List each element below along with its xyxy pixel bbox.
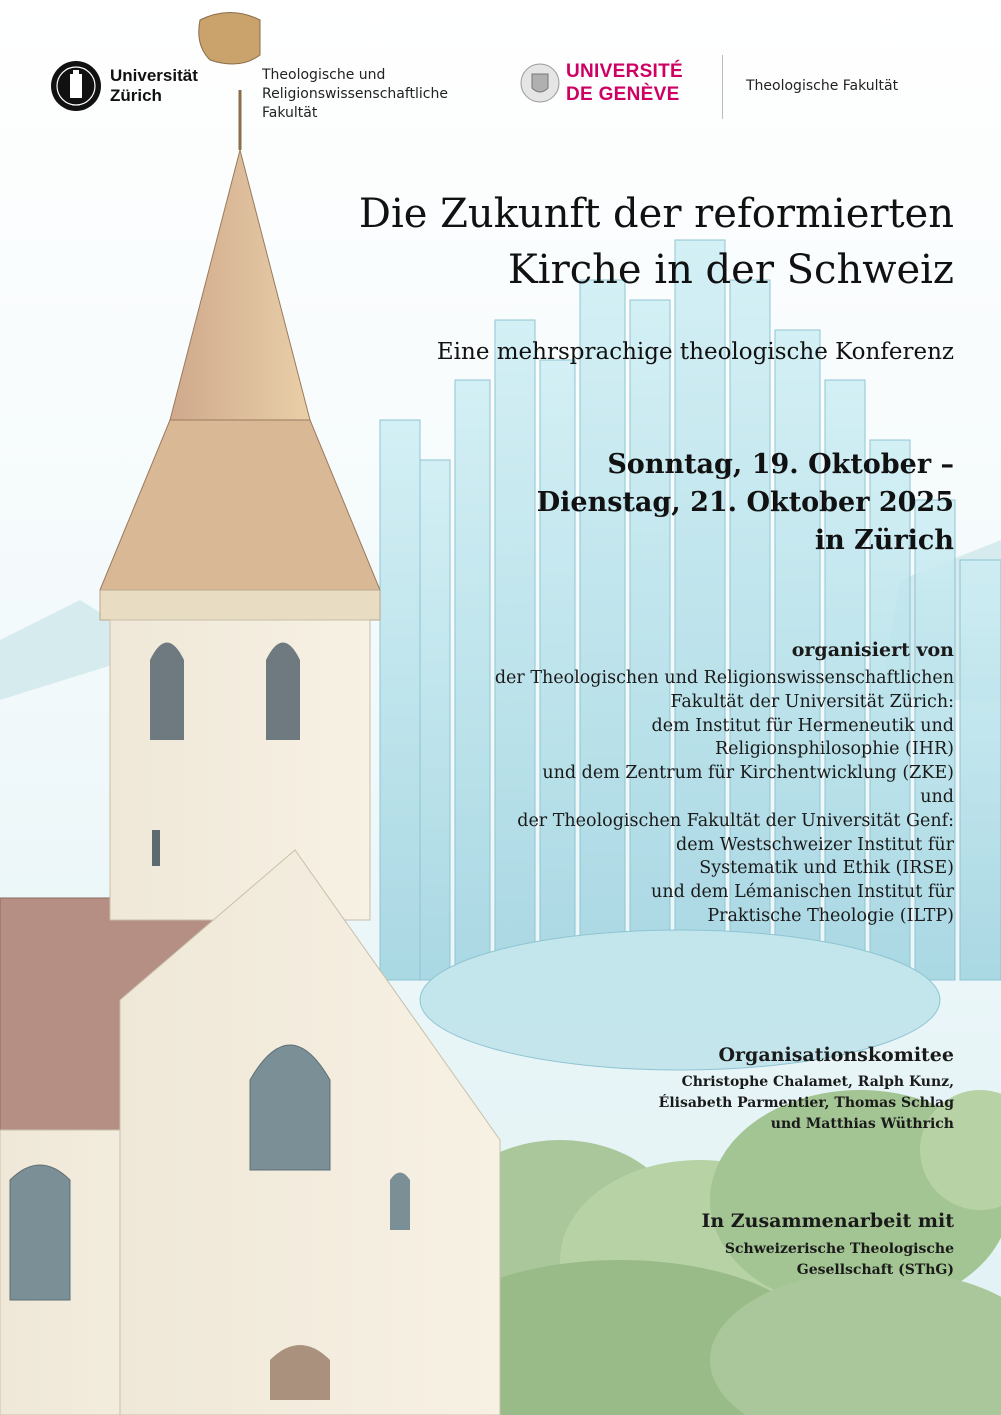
committee-line: Christophe Chalamet, Ralph Kunz,	[681, 1074, 954, 1090]
geneva-faculty-name: Theologische Fakultät	[746, 78, 899, 94]
collaboration-partner	[725, 1239, 954, 1281]
date-line: in Zürich	[814, 525, 954, 556]
organizer-line: dem Westschweizer Institut für	[676, 834, 954, 855]
conference-title	[359, 186, 954, 298]
organizer-line: und dem Lémanischen Institut für	[651, 882, 954, 903]
conference-dates	[537, 446, 954, 560]
logo-divider	[722, 55, 723, 119]
uzh-faculty-name: Theologische und Religionswissenschaftliche Fakultät	[262, 67, 448, 121]
logo-header	[0, 0, 1001, 140]
date-line: Sonntag, 19. Oktober –	[607, 449, 954, 480]
committee-line: und Matthias Wüthrich	[770, 1116, 954, 1132]
title-line: Die Zukunft der reformierten	[358, 191, 954, 237]
title-line: Kirche in der Schweiz	[507, 247, 954, 293]
committee-members	[659, 1072, 954, 1135]
collaboration-heading: In Zusammenarbeit mit	[701, 1210, 954, 1232]
committee-line: Élisabeth Parmentier, Thomas Schlag	[658, 1095, 954, 1111]
date-line: Dienstag, 21. Oktober 2025	[536, 487, 954, 518]
conference-subtitle: Eine mehrsprachige theologische Konferenz	[436, 339, 954, 365]
uzh-seal-icon	[50, 60, 102, 112]
organizer-line: Fakultät der Universität Zürich:	[670, 691, 954, 712]
uzh-name: Universität Zürich	[110, 66, 198, 105]
organizer-line: Systematik und Ethik (IRSE)	[699, 858, 954, 879]
organizer-line: der Theologischen und Religionswissenschaftlichen	[494, 668, 954, 688]
organizer-line: und dem Zentrum für Kirchentwicklung (ZKE)	[542, 763, 954, 784]
collaboration-line: Schweizerische Theologische	[724, 1241, 954, 1257]
geneva-name: UNIVERSITÉ DE GENÈVE	[566, 61, 684, 105]
organizer-line: Religionsphilosophie (IHR)	[714, 739, 954, 760]
committee-heading: Organisationskomitee	[718, 1044, 954, 1066]
geneva-seal-icon	[520, 60, 560, 106]
organizer-line: der Theologischen Fakultät der Universität Genf:	[517, 810, 954, 831]
organizers-list	[495, 667, 954, 929]
organizer-line: Praktische Theologie (ILTP)	[707, 905, 954, 926]
collaboration-line: Gesellschaft (SThG)	[796, 1262, 954, 1278]
organizer-line: dem Institut für Hermeneutik und	[651, 715, 954, 736]
organizer-line: und	[920, 786, 954, 807]
organizers-heading: organisiert von	[791, 639, 954, 661]
